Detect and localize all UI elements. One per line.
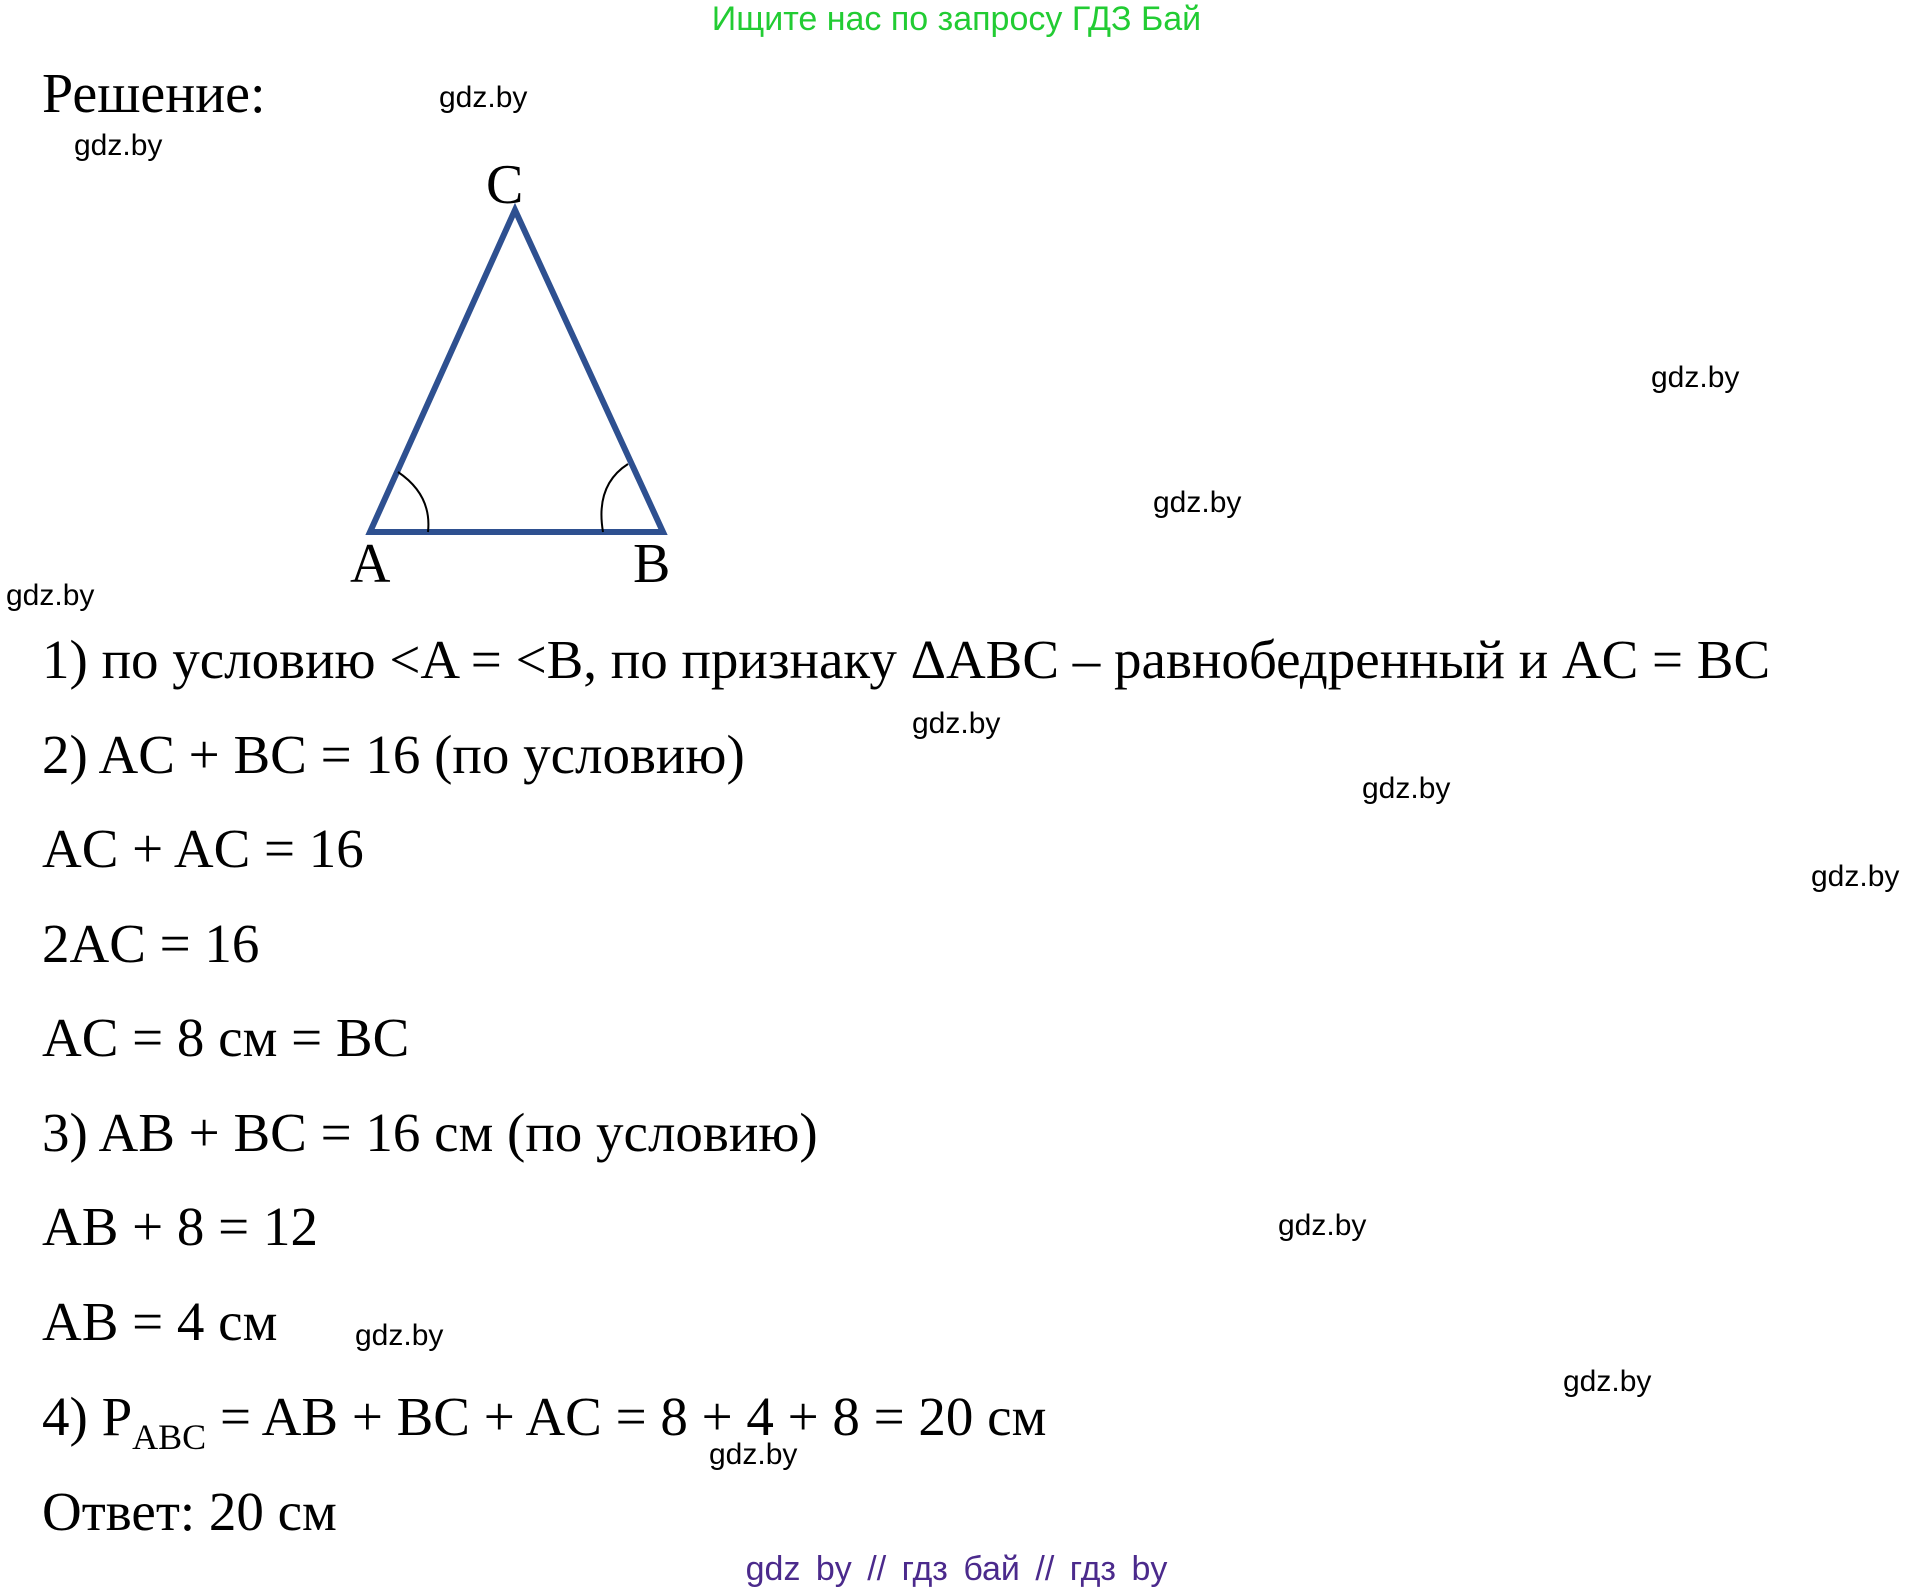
watermark: gdz.by <box>912 707 1001 740</box>
watermark: gdz.by <box>709 1438 798 1471</box>
step-2-line-2: AC + AC = 16 <box>42 818 364 879</box>
watermark: gdz.by <box>1811 860 1900 893</box>
watermark: gdz.by <box>355 1319 444 1352</box>
watermark: gdz.by <box>439 81 528 114</box>
step-3-line-3: AB = 4 см <box>42 1291 278 1352</box>
watermark: gdz.by <box>1278 1209 1367 1242</box>
perimeter-subscript: ABC <box>132 1417 207 1457</box>
answer-line: Ответ: 20 см <box>42 1481 337 1542</box>
watermark: gdz.by <box>6 579 95 612</box>
footer-links: gdz by // гдз бай // гдз by <box>745 1550 1168 1588</box>
vertex-label-b: B <box>633 533 671 595</box>
step-1: 1) по условию <A = <B, по признаку ΔABC – равнобедренный и AC = BC <box>42 629 1771 690</box>
watermark: gdz.by <box>1563 1365 1652 1398</box>
watermark: gdz.by <box>1362 772 1451 805</box>
triangle-abc <box>370 210 663 532</box>
watermark: gdz.by <box>74 129 163 162</box>
step-2-line-3: 2AC = 16 <box>42 913 260 974</box>
triangle-figure <box>0 0 1913 600</box>
step-2-line-4: AC = 8 см = BC <box>42 1007 410 1068</box>
angle-b-arc <box>601 464 628 532</box>
step-3: 3) AB + BC = 16 см (по условию) <box>42 1102 818 1163</box>
step-3-line-2: AB + 8 = 12 <box>42 1196 318 1257</box>
watermark: gdz.by <box>1153 486 1242 519</box>
watermark: gdz.by <box>1651 361 1740 394</box>
step-4-equation: = AB + BC + AC = 8 + 4 + 8 = 20 см <box>206 1386 1047 1447</box>
angle-a-arc <box>398 472 428 532</box>
step-4-prefix: 4) P <box>42 1386 133 1447</box>
solution-heading: Решение: <box>42 63 266 125</box>
promo-banner: Ищите нас по запросу ГДЗ Бай <box>711 0 1202 38</box>
step-2: 2) AC + BC = 16 (по условию) <box>42 724 745 785</box>
vertex-label-a: A <box>350 533 391 595</box>
vertex-label-c: C <box>486 154 524 216</box>
